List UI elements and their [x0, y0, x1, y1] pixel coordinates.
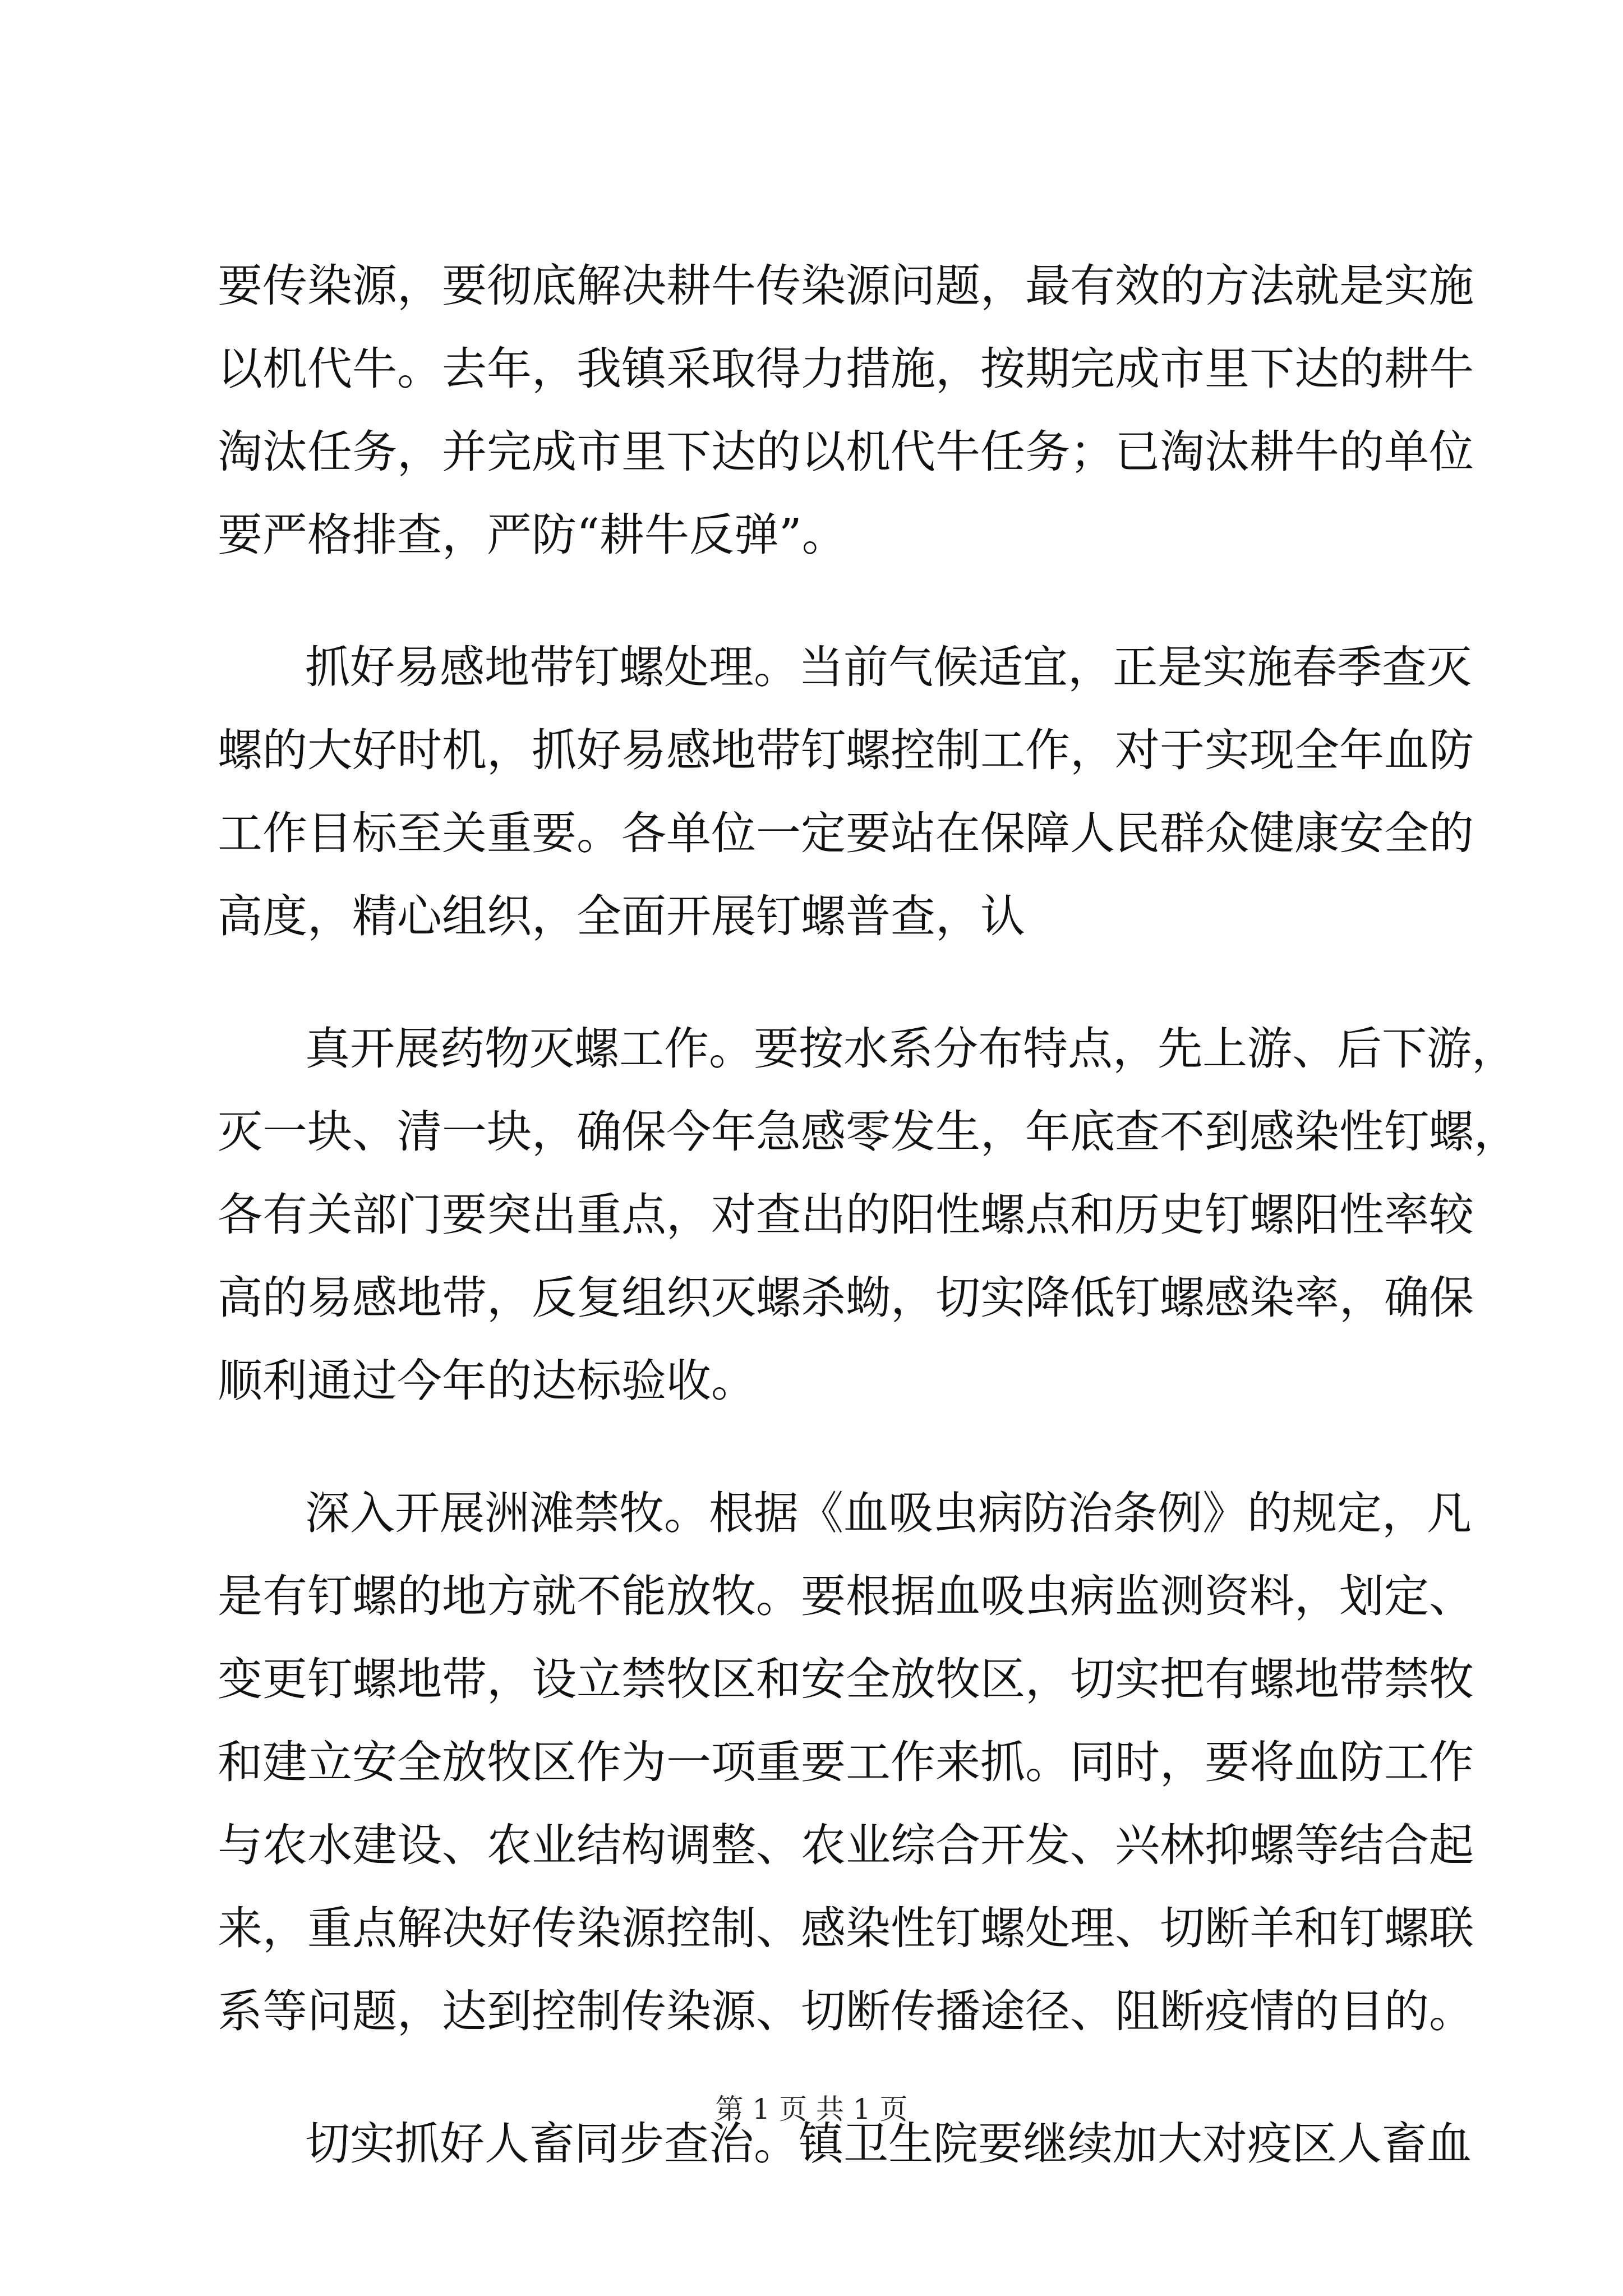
- text-line: 要严格排查，严防“耕牛反弹”。: [218, 509, 847, 561]
- page-number-footer: 第 1 页 共 1 页: [715, 2093, 908, 2125]
- paragraph-start-line: 切实抓好人畜同步查治。镇卫生院要继续加大对疫区人畜血: [305, 2118, 1472, 2170]
- text-line: 高的易感地带，反复组织灭螺杀蚴，切实降低钉螺感染率，确保: [218, 1272, 1474, 1324]
- text-line: 是有钉螺的地方就不能放牧。要根据血吸虫病监测资料，划定、: [218, 1570, 1474, 1622]
- text-line: 淘汰任务，并完成市里下达的以机代牛任务；已淘汰耕牛的单位: [218, 426, 1474, 478]
- text-line: 顺利通过今年的达标验收。: [218, 1355, 756, 1407]
- text-line: 以机代牛。去年，我镇采取得力措施，按期完成市里下达的耕牛: [218, 343, 1474, 395]
- text-line: 与农水建设、农业结构调整、农业综合开发、兴林抑螺等结合起: [218, 1819, 1474, 1871]
- text-line: 工作目标至关重要。各单位一定要站在保障人民群众健康安全的: [218, 807, 1474, 859]
- text-line: 变更钉螺地带，设立禁牧区和安全放牧区，切实把有螺地带禁牧: [218, 1653, 1474, 1705]
- text-line: 和建立安全放牧区作为一项重要工作来抓。同时，要将血防工作: [218, 1736, 1474, 1788]
- text-line: 要传染源，要彻底解决耕牛传染源问题，最有效的方法就是实施: [218, 260, 1474, 312]
- paragraph-start-line: 深入开展洲滩禁牧。根据《血吸虫病防治条例》的规定，凡: [305, 1487, 1472, 1539]
- text-line: 各有关部门要突出重点，对查出的阳性螺点和历史钉螺阳性率较: [218, 1189, 1474, 1241]
- text-line: 来，重点解决好传染源控制、感染性钉螺处理、切断羊和钉螺联: [218, 1902, 1474, 1954]
- text-line: 高度，精心组织，全面开展钉螺普查，认: [218, 890, 1025, 942]
- text-line: 螺的大好时机，抓好易感地带钉螺控制工作，对于实现全年血防: [218, 724, 1474, 776]
- paragraph-start-line: 真开展药物灭螺工作。要按水系分布特点，先上游、后下游，: [305, 1023, 1516, 1075]
- text-line: 灭一块、清一块，确保今年急感零发生，年底查不到感染性钉螺，: [218, 1106, 1519, 1158]
- paragraph-start-line: 抓好易感地带钉螺处理。当前气候适宜，正是实施春季查灭: [305, 641, 1472, 693]
- text-line: 系等问题，达到控制传染源、切断传播途径、阻断疫情的目的。: [218, 1985, 1474, 2037]
